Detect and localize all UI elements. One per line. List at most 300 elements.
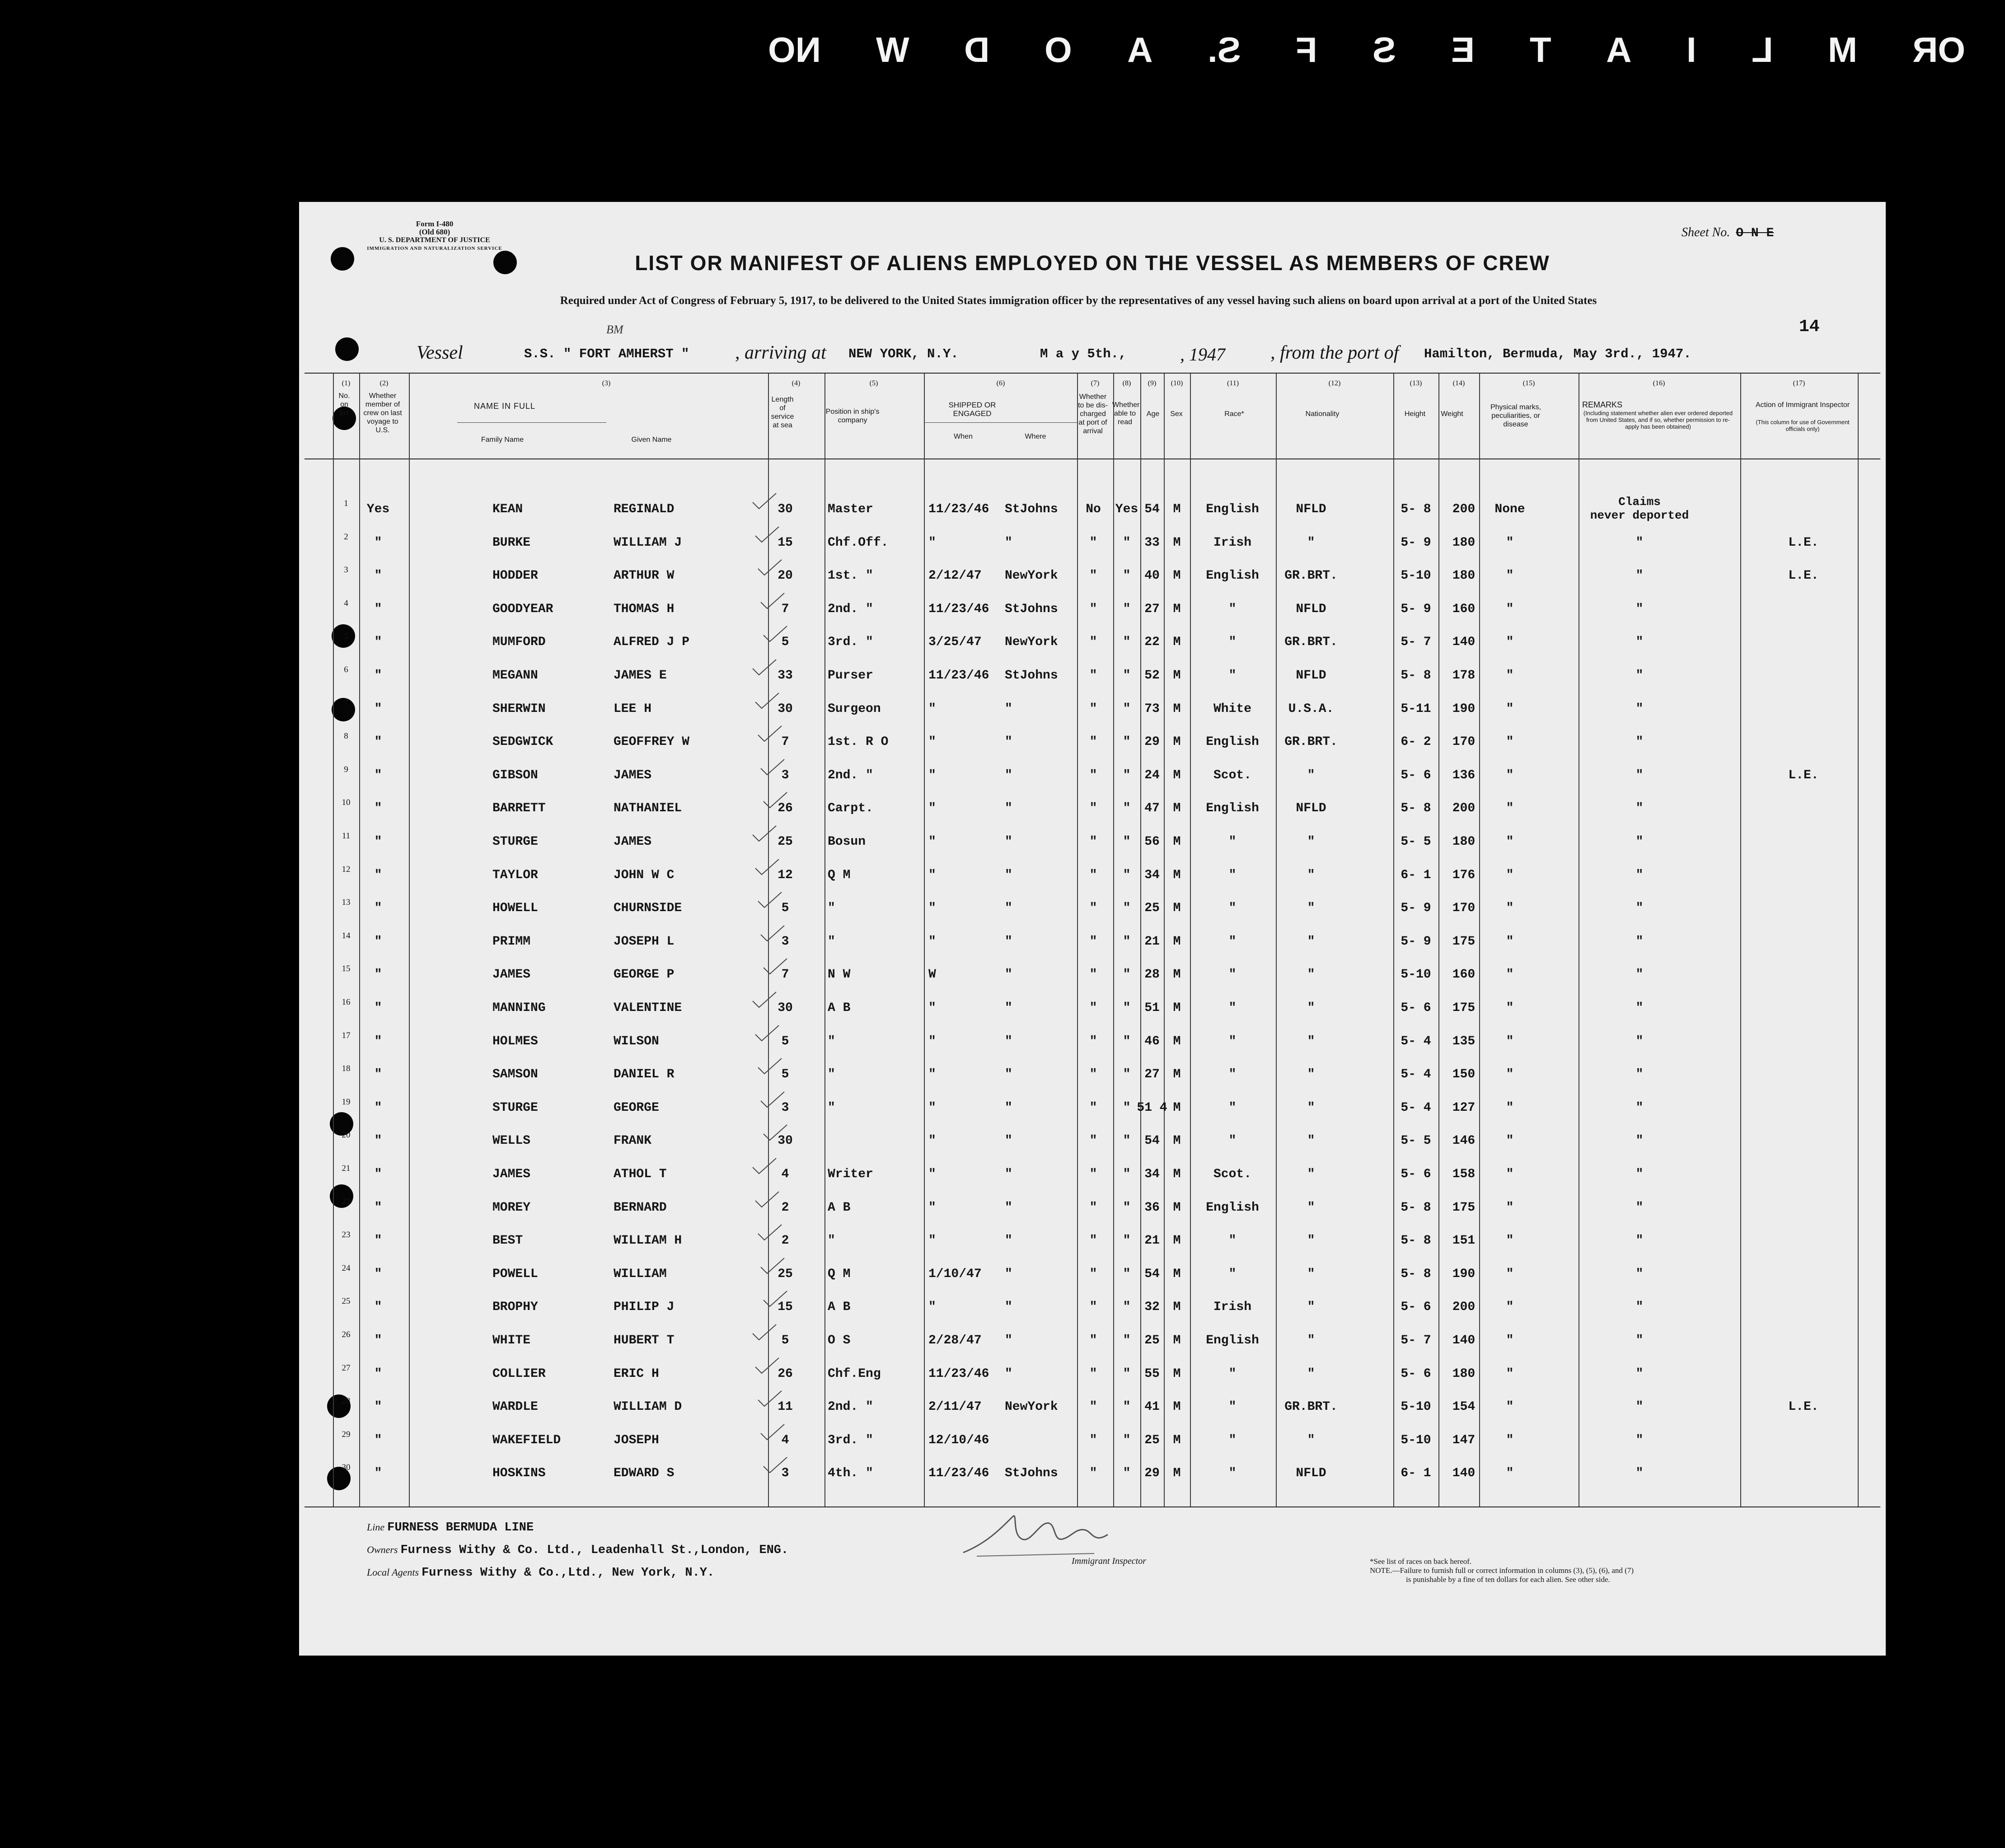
cell-when: W: [928, 968, 936, 982]
cell-age: 33: [1144, 535, 1160, 550]
cell-nat: ": [1307, 1267, 1315, 1281]
header-family-name: Family Name: [481, 436, 524, 444]
cell-marks: ": [1506, 1167, 1514, 1181]
cell-marks: ": [1506, 669, 1514, 683]
cell-marks: ": [1506, 535, 1514, 550]
cell-family: MANNING: [492, 1001, 546, 1015]
cell-service: 3: [781, 1100, 789, 1115]
cell-height: 5-10: [1401, 968, 1431, 982]
cell-last: ": [374, 1300, 382, 1315]
cell-remarks: ": [1635, 1433, 1644, 1447]
cell-when: 11/23/46: [928, 1466, 989, 1481]
cell-family: POWELL: [492, 1267, 538, 1281]
cell-race: ": [1228, 1400, 1237, 1414]
cell-weight: 140: [1452, 1466, 1476, 1481]
cell-service: 30: [778, 702, 793, 716]
cell-read: ": [1123, 635, 1131, 650]
cell-race: ": [1228, 1267, 1237, 1281]
cell-race: English: [1206, 1200, 1259, 1215]
cell-age: 40: [1144, 569, 1160, 583]
cell-disch: ": [1089, 868, 1097, 882]
cell-disch: ": [1089, 1067, 1097, 1082]
cell-marks: ": [1506, 1366, 1514, 1381]
cell-disch: ": [1089, 835, 1097, 849]
cell-family: SHERWIN: [492, 702, 546, 716]
cell-where: ": [1005, 702, 1012, 716]
cell-given: WILLIAM D: [614, 1400, 682, 1414]
cell-position: A B: [828, 1001, 851, 1015]
cell-weight: 180: [1452, 569, 1476, 583]
cell-read: ": [1123, 1001, 1131, 1015]
cell-given: DANIEL R: [614, 1067, 675, 1082]
cell-weight: 136: [1452, 768, 1476, 782]
line-label: Line: [367, 1521, 385, 1533]
cell-where: ": [1005, 868, 1012, 882]
cell-sex: M: [1173, 1001, 1181, 1015]
cell-when: ": [928, 735, 936, 749]
cell-given: LEE H: [614, 702, 652, 716]
cell-marks: ": [1506, 835, 1514, 849]
cell-weight: 175: [1452, 1001, 1476, 1015]
cell-family: PRIMM: [492, 934, 531, 949]
cell-position: ": [828, 1234, 835, 1248]
cell-race: ": [1228, 1001, 1237, 1015]
strip-glyph: M: [1828, 29, 1858, 70]
cell-read: ": [1123, 535, 1131, 550]
table-row: [299, 698, 1886, 716]
cell-age: 34: [1144, 1167, 1160, 1181]
cell-where: ": [1005, 535, 1012, 550]
cell-no: 19: [342, 1097, 351, 1107]
sheet-number: [1682, 225, 1774, 240]
cell-race: ": [1228, 835, 1237, 849]
cell-when: ": [928, 868, 936, 882]
cell-when: ": [928, 1300, 936, 1315]
cell-disch: ": [1089, 1400, 1097, 1414]
cell-sex: M: [1173, 1466, 1181, 1481]
cell-no: 3: [344, 565, 348, 575]
cell-where: StJohns: [1005, 1466, 1058, 1481]
cell-last: Yes: [366, 502, 390, 516]
cell-age: 41: [1144, 1400, 1160, 1414]
cell-read: ": [1123, 1300, 1131, 1315]
cell-when: ": [928, 768, 936, 782]
cell-where: ": [1005, 735, 1012, 749]
cell-race: ": [1228, 635, 1237, 650]
cell-no: 1: [344, 499, 348, 508]
cell-weight: 180: [1452, 535, 1476, 550]
cell-service: 15: [778, 535, 793, 550]
owners-label: Owners: [367, 1544, 398, 1555]
cell-last: ": [374, 1466, 382, 1481]
cell-family: MUMFORD: [492, 635, 546, 650]
strip-glyph: F: [1296, 29, 1318, 70]
cell-position: Bosun: [828, 835, 866, 849]
header-race: Race*: [1224, 410, 1244, 418]
cell-weight: 200: [1452, 502, 1476, 516]
cell-age: 32: [1144, 1300, 1160, 1315]
manifest-sheet: [299, 202, 1886, 1656]
cell-sex: M: [1173, 1134, 1181, 1148]
cell-height: 5- 7: [1401, 635, 1431, 650]
cell-where: ": [1005, 768, 1012, 782]
cell-no: 27: [342, 1363, 351, 1373]
cell-read: ": [1123, 702, 1131, 716]
cell-nat: ": [1307, 768, 1315, 782]
cell-height: 5- 6: [1401, 768, 1431, 782]
cell-position: Master: [828, 502, 873, 516]
strip-glyph: T: [1529, 29, 1551, 70]
header-physical-marks: Physical marks, peculiarities, or disease: [1490, 403, 1541, 428]
cell-position: Chf.Eng: [828, 1366, 881, 1381]
cell-where: ": [1005, 1034, 1012, 1048]
immigrant-inspector-label: Immigrant Inspector: [1072, 1556, 1146, 1566]
check-mark: [759, 1257, 786, 1274]
cell-read: ": [1123, 835, 1131, 849]
owners-value: Furness Withy & Co. Ltd., Leadenhall St.,London, ENG.: [400, 1544, 789, 1557]
cell-marks: ": [1506, 1267, 1514, 1281]
check-mark: [751, 659, 778, 676]
cell-nat: ": [1307, 1366, 1315, 1381]
cell-last: ": [374, 1134, 382, 1148]
cell-sex: M: [1173, 968, 1181, 982]
cell-age: 47: [1144, 801, 1160, 816]
cell-height: 5- 6: [1401, 1300, 1431, 1315]
cell-race: ": [1228, 1034, 1237, 1048]
cell-read: ": [1123, 1134, 1131, 1148]
cell-position: Chf.Off.: [828, 535, 889, 550]
cell-weight: 190: [1452, 1267, 1476, 1281]
cell-marks: ": [1506, 1134, 1514, 1148]
cell-family: HOWELL: [492, 901, 538, 916]
cell-age: 29: [1144, 735, 1160, 749]
cell-no: 15: [342, 964, 351, 974]
cell-given: CHURNSIDE: [614, 901, 682, 916]
cell-weight: 158: [1452, 1167, 1476, 1181]
strip-glyph: NO: [768, 29, 821, 70]
cell-no: 4: [344, 598, 348, 608]
cell-remarks: ": [1635, 535, 1644, 550]
cell-position: 3rd. ": [828, 635, 873, 650]
cell-sex: M: [1173, 569, 1181, 583]
cell-when: 3/25/47: [928, 635, 982, 650]
cell-read: ": [1123, 1234, 1131, 1248]
cell-last: ": [374, 602, 382, 616]
cell-sex: M: [1173, 1067, 1181, 1082]
cell-height: 6- 2: [1401, 735, 1431, 749]
cell-age: 21: [1144, 934, 1160, 949]
cell-race: Irish: [1213, 1300, 1252, 1315]
cell-family: GOODYEAR: [492, 602, 553, 616]
table-row: [299, 598, 1886, 616]
cell-when: 11/23/46: [928, 669, 989, 683]
cell-sex: M: [1173, 1100, 1181, 1115]
cell-weight: 176: [1452, 868, 1476, 882]
table-row: [299, 495, 1886, 522]
cell-marks: ": [1506, 901, 1514, 916]
cell-read: ": [1123, 901, 1131, 916]
cell-nat: ": [1307, 835, 1315, 849]
cell-age: 25: [1144, 901, 1160, 916]
cell-race: ": [1228, 1433, 1237, 1447]
cell-given: EDWARD S: [614, 1466, 675, 1481]
cell-given: JOSEPH: [614, 1433, 659, 1447]
cell-no: 30: [342, 1463, 351, 1473]
cell-nat: ": [1307, 868, 1315, 882]
cell-marks: ": [1506, 868, 1514, 882]
cell-last: ": [374, 934, 382, 949]
cell-service: 20: [778, 569, 793, 583]
cell-last: ": [374, 1267, 382, 1281]
check-mark: [756, 1390, 783, 1407]
cell-height: 5-10: [1401, 1400, 1431, 1414]
cell-given: WILLIAM H: [614, 1234, 682, 1248]
cell-read: ": [1123, 934, 1131, 949]
cell-disch: ": [1089, 1234, 1097, 1248]
header-member-last-voyage: Whether member of crew on last voyage to U.S.: [363, 392, 402, 434]
cell-given: HUBERT T: [614, 1333, 675, 1347]
cell-remarks: ": [1635, 635, 1644, 650]
cell-when: 2/28/47: [928, 1333, 982, 1347]
cell-given: ARTHUR W: [614, 569, 675, 583]
cell-when: 2/12/47: [928, 569, 982, 583]
cell-disch: ": [1089, 1167, 1097, 1181]
cell-age: 54: [1144, 1134, 1160, 1148]
check-mark: [762, 1124, 789, 1141]
service-name: IMMIGRATION AND NATURALIZATION SERVICE: [367, 246, 502, 251]
cell-race: ": [1228, 1466, 1237, 1481]
cell-family: WHITE: [492, 1333, 531, 1347]
cell-weight: 200: [1452, 801, 1476, 816]
cell-given: JAMES E: [614, 669, 667, 683]
cell-last: ": [374, 535, 382, 550]
cell-family: TAYLOR: [492, 868, 538, 882]
cell-weight: 190: [1452, 702, 1476, 716]
cell-no: 14: [342, 931, 351, 940]
table-row: [299, 1296, 1886, 1315]
column-number: (2): [379, 379, 389, 387]
cell-service: 4: [781, 1433, 789, 1447]
check-mark: [754, 1025, 781, 1042]
check-mark: [762, 791, 789, 809]
cell-where: ": [1005, 1267, 1012, 1281]
cell-when: ": [928, 1234, 936, 1248]
strip-glyph: S.: [1207, 29, 1241, 70]
cell-last: ": [374, 768, 382, 782]
cell-no: 20: [342, 1130, 351, 1140]
cell-race: ": [1228, 968, 1237, 982]
cell-age: 27: [1144, 602, 1160, 616]
cell-marks: ": [1506, 1333, 1514, 1347]
cell-height: 5- 8: [1401, 1267, 1431, 1281]
cell-marks: ": [1506, 968, 1514, 982]
cell-weight: 154: [1452, 1400, 1476, 1414]
check-mark: [754, 692, 781, 709]
cell-nat: GR.BRT.: [1284, 735, 1338, 749]
cell-remarks: ": [1635, 1333, 1644, 1347]
cell-position: Q M: [828, 1267, 851, 1281]
check-mark: [759, 925, 786, 942]
cell-no: 9: [344, 764, 348, 774]
cell-given: VALENTINE: [614, 1001, 682, 1015]
cell-race: Scot.: [1213, 1167, 1252, 1181]
cell-nat: ": [1307, 934, 1315, 949]
check-mark: [754, 1191, 781, 1208]
cell-given: NATHANIEL: [614, 801, 682, 816]
cell-service: 3: [781, 934, 789, 949]
cell-read: ": [1123, 1034, 1131, 1048]
header-divider: [924, 422, 1077, 423]
header-able-to-read: Whether able to read: [1112, 401, 1140, 426]
cell-read: ": [1123, 801, 1131, 816]
cell-no: 5: [344, 632, 348, 641]
cell-age: 34: [1144, 868, 1160, 882]
cell-last: ": [374, 1067, 382, 1082]
cell-disch: ": [1089, 569, 1097, 583]
cell-given: BERNARD: [614, 1200, 667, 1215]
sheet-number-value: O N E: [1736, 226, 1774, 240]
column-number: (6): [996, 379, 1005, 387]
cell-disch: ": [1089, 1034, 1097, 1048]
table-row: [299, 997, 1886, 1015]
cell-family: HOSKINS: [492, 1466, 546, 1481]
cell-position: ": [828, 901, 835, 916]
cell-sex: M: [1173, 835, 1181, 849]
cell-height: 5- 9: [1401, 602, 1431, 616]
strip-glyph: A: [1606, 29, 1632, 70]
cell-family: SEDGWICK: [492, 735, 553, 749]
cell-remarks: ": [1635, 1267, 1644, 1281]
cell-family: SAMSON: [492, 1067, 538, 1082]
cell-no: 26: [342, 1330, 351, 1339]
cell-nat: ": [1307, 901, 1315, 916]
cell-remarks: ": [1635, 835, 1644, 849]
cell-sex: M: [1173, 1234, 1181, 1248]
header-divider: [457, 422, 606, 423]
cell-age: 46: [1144, 1034, 1160, 1048]
strip-glyph: I: [1686, 29, 1696, 70]
cell-service: 2: [781, 1200, 789, 1215]
cell-position: 3rd. ": [828, 1433, 873, 1447]
header-where: Where: [1025, 433, 1046, 440]
cell-weight: 180: [1452, 835, 1476, 849]
cell-race: ": [1228, 1100, 1237, 1115]
cell-service: 5: [781, 1333, 789, 1347]
header-nationality: Nationality: [1305, 410, 1340, 418]
header-remarks-detail: (Including statement whether alien ever ordered deported from United States, and if so, whether permission to re-apply has been obtained): [1583, 410, 1733, 430]
cell-height: 6- 1: [1401, 1466, 1431, 1481]
department: U. S. DEPARTMENT OF JUSTICE: [379, 236, 490, 244]
check-mark: [754, 858, 781, 875]
check-mark: [759, 1091, 786, 1108]
cell-nat: ": [1307, 1100, 1315, 1115]
cell-family: JAMES: [492, 968, 531, 982]
cell-when: ": [928, 901, 936, 916]
cell-race: ": [1228, 1366, 1237, 1381]
header-age: Age: [1146, 410, 1160, 418]
cell-service: 4: [781, 1167, 789, 1181]
cell-when: ": [928, 1200, 936, 1215]
cell-sex: M: [1173, 1034, 1181, 1048]
cell-given: FRANK: [614, 1134, 652, 1148]
check-mark: [762, 1290, 789, 1307]
cell-nat: ": [1307, 1234, 1315, 1248]
cell-disch: ": [1089, 768, 1097, 782]
cell-age: 54: [1144, 1267, 1160, 1281]
cell-marks: ": [1506, 768, 1514, 782]
check-mark: [751, 825, 778, 842]
cell-no: 18: [342, 1064, 351, 1074]
cell-where: ": [1005, 1167, 1012, 1181]
cell-age: 51 4: [1137, 1100, 1167, 1115]
check-mark: [751, 492, 778, 510]
cell-weight: 180: [1452, 1366, 1476, 1381]
cell-position: Carpt.: [828, 801, 873, 816]
cell-remarks: ": [1635, 1034, 1644, 1048]
cell-action: L.E.: [1788, 569, 1819, 583]
cell-when: 11/23/46: [928, 602, 989, 616]
cell-family: WAKEFIELD: [492, 1433, 561, 1447]
cell-height: 5- 5: [1401, 835, 1431, 849]
cell-nat: ": [1307, 1200, 1315, 1215]
cell-nat: ": [1307, 535, 1315, 550]
cell-position: Q M: [828, 868, 851, 882]
cell-last: ": [374, 1234, 382, 1248]
cell-marks: ": [1506, 1433, 1514, 1447]
cell-marks: ": [1506, 1001, 1514, 1015]
cell-when: ": [928, 1167, 936, 1181]
cell-where: NewYork: [1005, 1400, 1058, 1414]
agents-label: Local Agents: [367, 1567, 419, 1578]
cell-nat: ": [1307, 1067, 1315, 1082]
cell-given: THOMAS H: [614, 602, 675, 616]
cell-service: 5: [781, 901, 789, 916]
check-mark: [759, 592, 786, 609]
header-weight: Weight: [1441, 410, 1463, 418]
cell-nat: ": [1307, 1433, 1315, 1447]
cell-race: White: [1213, 702, 1252, 716]
cell-last: ": [374, 835, 382, 849]
cell-weight: 127: [1452, 1100, 1476, 1115]
check-mark: [756, 725, 783, 742]
column-number: (17): [1793, 379, 1805, 387]
cell-weight: 150: [1452, 1067, 1476, 1082]
arrival-port: NEW YORK, N.Y.: [848, 346, 959, 361]
header-shipped-or-engaged: SHIPPED OR ENGAGED: [948, 401, 996, 418]
strip-glyph: OR: [1912, 29, 1965, 70]
cell-remarks: ": [1635, 735, 1644, 749]
cell-weight: 140: [1452, 1333, 1476, 1347]
check-mark: [751, 1324, 778, 1341]
cell-nat: ": [1307, 1034, 1315, 1048]
cell-where: NewYork: [1005, 569, 1058, 583]
cell-last: ": [374, 901, 382, 916]
cell-read: ": [1123, 735, 1131, 749]
cell-sex: M: [1173, 502, 1181, 516]
cell-last: ": [374, 1100, 382, 1115]
cell-height: 5-11: [1401, 702, 1431, 716]
cell-when: 11/23/46: [928, 1366, 989, 1381]
column-number: (15): [1522, 379, 1535, 387]
cell-nat: GR.BRT.: [1284, 1400, 1338, 1414]
cell-height: 5- 5: [1401, 1134, 1431, 1148]
column-number: (14): [1452, 379, 1465, 387]
cell-disch: ": [1089, 702, 1097, 716]
header-height: Height: [1404, 410, 1426, 418]
table-row: [299, 632, 1886, 650]
cell-given: GEORGE: [614, 1100, 659, 1115]
header-given-name: Given Name: [631, 436, 672, 444]
